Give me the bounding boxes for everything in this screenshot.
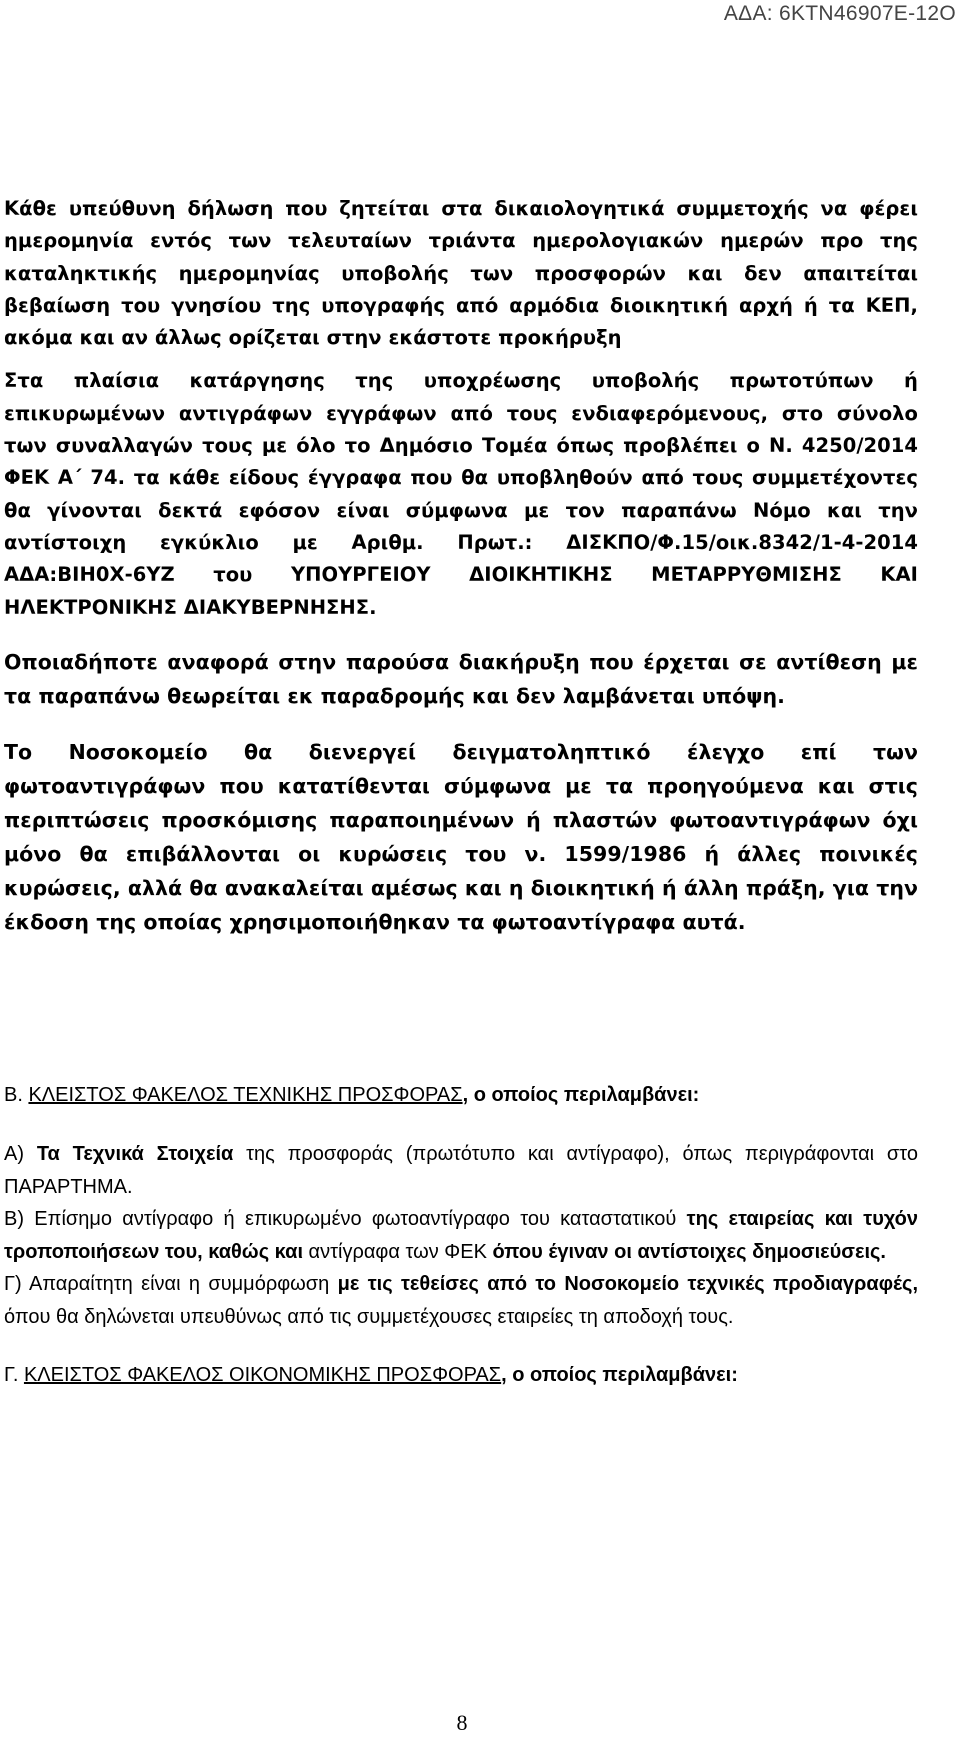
- paragraph-declaration-date: Κάθε υπεύθυνη δήλωση που ζητείται στα δικαιολογητικά συμμετοχής να φέρει ημερομηνία εντός των τελευταίων τριάντα ημερολογιακών ημερών προ της καταληκτικής ημερομηνίας υποβολής των προσφορών και δεν απαιτείται βεβαίωση του γνησίου της υπογραφής από αρμόδια διοικητική αρχή ή τα ΚΕΠ, ακόμα και αν άλλως ορίζεται στην εκάστοτε προκήρυξη: [4, 197, 918, 350]
- paragraph-sampling-check: Το Νοσοκομείο θα διενεργεί δειγματοληπτικό έλεγχο επί των φωτοαντιγράφων που κατατίθενται σύμφωνα με τα προηγούμενα και στις περιπτώσεις προσκόμισης παραποιημένων ή πλαστών φωτοαντιγράφων όχι μόνο θα επιβάλλονται οι κυρώσεις του ν. 1599/1986 ή άλλες ποινικές κυρώσεις, αλλά θα ανακαλείται αμέσως και η διοικητική ή άλλη πράξη, για την έκδοση της οποίας χρησιμοποιήθηκαν τα φωτοαντίγραφα αυτά.: [4, 739, 918, 934]
- item-b-normal1: Β) Επίσημο αντίγραφο ή επικυρωμένο φωτοαντίγραφο του καταστατικού: [4, 1208, 687, 1231]
- item-a-prefix: Α): [4, 1143, 37, 1166]
- section-g-prefix: Γ.: [4, 1364, 24, 1387]
- item-c: [4, 1268, 918, 1333]
- ada-header: ΑΔΑ: 6ΚΤΝ46907Ε-12Ο: [723, 2, 956, 25]
- section-b-suffix: , ο οποίος περιλαμβάνει:: [462, 1083, 700, 1106]
- section-technical-offer-heading: [4, 1079, 918, 1112]
- document-body: [4, 193, 918, 1392]
- item-c-bold: με τις τεθείσες από το Νοσοκομείο τεχνικές προδιαγραφές,: [337, 1273, 919, 1296]
- item-c-normal2: όπου θα δηλώνεται υπευθύνως από τις συμμετέχουσες εταιρείες τη αποδοχή τους.: [4, 1305, 734, 1328]
- item-b-bold2: όπου έγιναν οι αντίστοιχες δημοσιεύσεις.: [492, 1240, 886, 1263]
- item-a-rest: της προσφοράς (πρωτότυπο και αντίγραφο), όπως περιγράφονται στο ΠΑΡΑΡΤΗΜΑ.: [4, 1143, 918, 1198]
- section-b-prefix: Β.: [4, 1083, 29, 1106]
- section-financial-offer-heading: [4, 1359, 918, 1392]
- item-c-normal1: Γ) Απαραίτητη είναι η συμμόρφωση: [4, 1273, 338, 1296]
- paragraph-copies-law: Στα πλαίσια κατάργησης της υποχρέωσης υποβολής πρωτοτύπων ή επικυρωμένων αντιγράφων εγγράφων από τους ενδιαφερόμενους, στο σύνολο των συναλλαγών τους με όλο το Δημόσιο Τομέα όπως προβλέπει ο Ν. 4250/2014 ΦΕΚ Α΄ 74. τα κάθε είδους έγγραφα που θα υποβληθούν από τους συμμετέχοντες θα γίνονται δεκτά εφόσον είναι σύμφωνα με τον παραπάνω Νόμο και την αντίστοιχη εγκύκλιο με Αριθμ. Πρωτ.: ΔΙΣΚΠΟ/Φ.15/οικ.8342/1-4-2014 ΑΔΑ:ΒΙΗ0Χ-6ΥΖ του ΥΠΟΥΡΓΕΙΟΥ ΔΙΟΙΚΗΤΙΚΗΣ ΜΕΤΑΡΡΥΘΜΙΣΗΣ ΚΑΙ ΗΛΕΚΤΡΟΝΙΚΗΣ ΔΙΑΚΥΒΕΡΝΗΣΗΣ.: [4, 369, 918, 619]
- item-b: [4, 1203, 918, 1268]
- page-number: 8: [456, 1710, 468, 1735]
- section-g-suffix: , ο οποίος περιλαμβάνει:: [501, 1364, 738, 1387]
- section-b-title: ΚΛΕΙΣΤΟΣ ΦΑΚΕΛΟΣ ΤΕΧΝΙΚΗΣ ΠΡΟΣΦΟΡΑΣ: [28, 1083, 463, 1106]
- section-g-title: ΚΛΕΙΣΤΟΣ ΦΑΚΕΛΟΣ ΟΙΚΟΝΟΜΙΚΗΣ ΠΡΟΣΦΟΡΑΣ: [23, 1364, 502, 1387]
- paragraph-contradiction: Οποιαδήποτε αναφορά στην παρούσα διακήρυξη που έρχεται σε αντίθεση με τα παραπάνω θεωρείται εκ παραδρομής και δεν λαμβάνεται υπόψη.: [4, 649, 918, 708]
- item-a-bold: Τα Τεχνικά Στοιχεία: [36, 1143, 234, 1166]
- item-b-normal2: αντίγραφα των ΦΕΚ: [303, 1240, 493, 1263]
- item-a: [4, 1138, 918, 1203]
- item-b-bold1: της εταιρείας και τυχόν τροποποιήσεων του, καθώς και: [4, 1208, 918, 1263]
